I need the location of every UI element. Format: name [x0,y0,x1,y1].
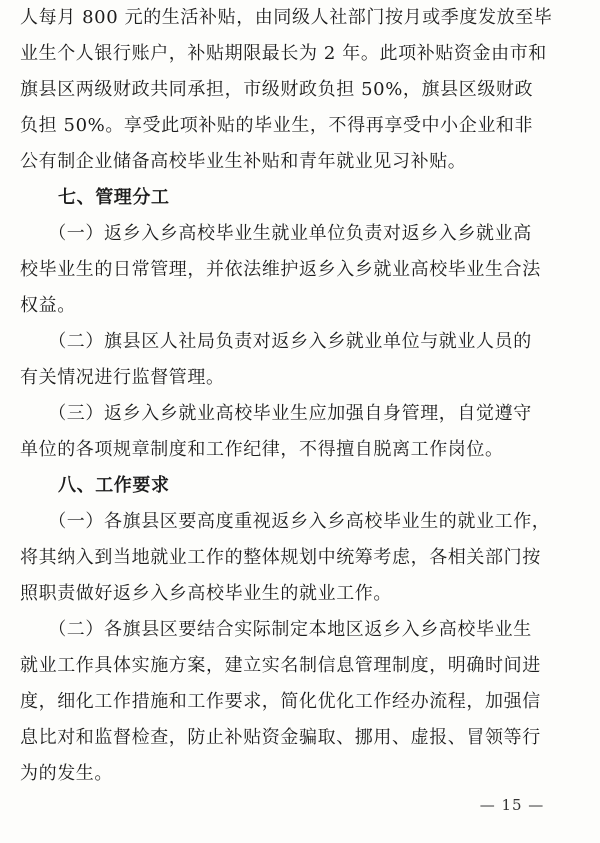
text-line: （一）返乡入乡高校毕业生就业单位负责对返乡入乡就业高 [20,223,532,244]
text-line: 有关情况进行监督管理。 [20,367,225,388]
text-line: 息比对和监督检查，防止补贴资金骗取、挪用、虚报、冒领等行 [20,727,541,748]
text-line: （二）各旗县区要结合实际制定本地区返乡入乡高校毕业生 [20,619,532,640]
text-line: 人每月 800 元的生活补贴，由同级人社部门按月或季度发放至毕 [20,7,553,28]
text-line: 负担 50%。享受此项补贴的毕业生，不得再享受中小企业和非 [20,115,534,136]
section-heading: 七、管理分工 [58,187,170,208]
text-line: 校毕业生的日常管理，并依法维护返乡入乡就业高校毕业生合法 [20,259,541,280]
text-line: 照职责做好返乡入乡高校毕业生的就业工作。 [20,583,392,604]
text-line: （三）返乡入乡就业高校毕业生应加强自身管理，自觉遵守 [20,403,532,424]
text-line: （一）各旗县区要高度重视返乡入乡高校毕业生的就业工作， [20,511,551,532]
page-number: — 15 — [479,796,545,814]
text-line: 公有制企业储备高校毕业生补贴和青年就业见习补贴。 [20,151,467,172]
text-line: 为的发生。 [20,763,113,784]
text-line: 单位的各项规章制度和工作纪律，不得擅自脱离工作岗位。 [20,439,504,460]
text-line: 权益。 [20,295,76,316]
text-line: 业生个人银行账户，补贴期限最长为 2 年。此项补贴资金由市和 [20,43,547,64]
section-heading: 八、工作要求 [58,475,170,496]
text-line: 就业工作具体实施方案，建立实名制信息管理制度，明确时间进 [20,655,541,676]
text-line: 旗县区两级财政共同承担，市级财政负担 50%，旗县区级财政 [20,79,534,100]
text-line: 将其纳入到当地就业工作的整体规划中统筹考虑，各相关部门按 [20,547,541,568]
text-line: （二）旗县区人社局负责对返乡入乡就业单位与就业人员的 [20,331,532,352]
text-line: 度，细化工作措施和工作要求，简化优化工作经办流程，加强信 [20,691,541,712]
